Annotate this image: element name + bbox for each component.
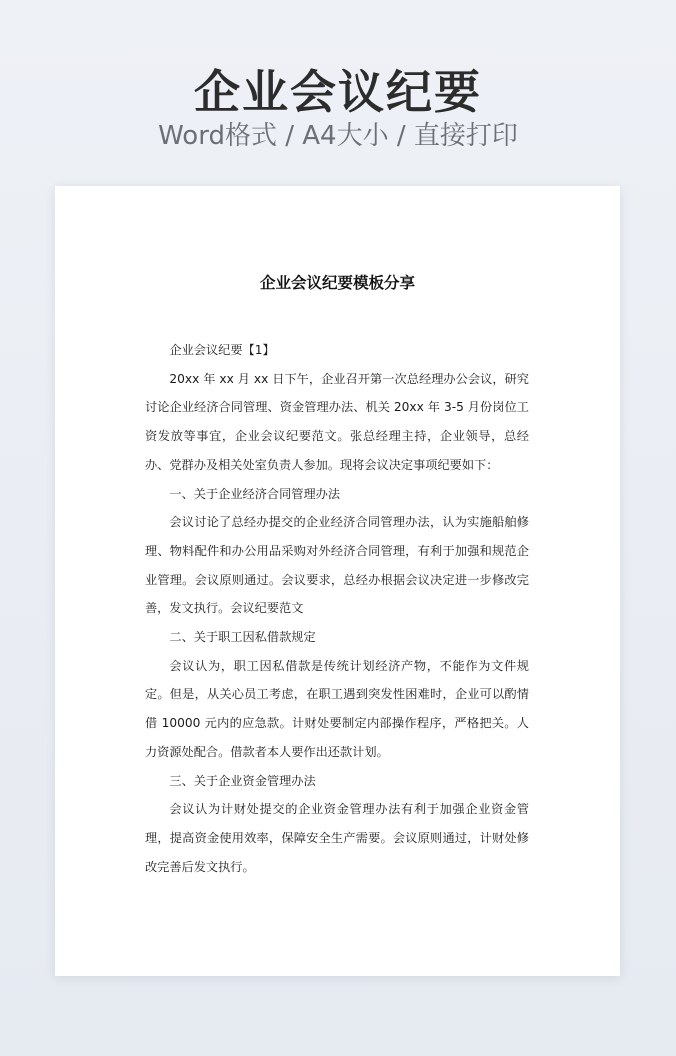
section-heading: 一、关于企业经济合同管理办法 [169,486,341,501]
hero-title: 企业会议纪要 [194,65,482,119]
section-heading: 企业会议纪要【1】 [169,343,275,357]
document-body [145,336,529,881]
body-paragraph: 20xx 年 xx 月 xx 日下午，企业召开第一次总经理办公会议，研究讨论企业经济合同管理、资金管理办法、机关 20xx 年 3-5 月份岗位工资发放等事宜，企业会议纪要范文。张总经理主持，企业领导，总经办、党群办及相关处室负责人参加。现将会议决定事项纪要如下： [145,371,529,472]
document-page [55,186,620,976]
hero-subtitle: Word格式 / A4大小 / 直接打印 [158,121,518,151]
body-paragraph: 会议认为，职工因私借款是传统计划经济产物，不能作为文件规定。但是，从关心员工考虑，在职工遇到突发性困难时，企业可以酌情借 10000 元内的应急款。计财处要制定内部操作程序，严格把关。人力资源处配合。借款者本人要作出还款计划。 [145,658,529,759]
section-heading: 三、关于企业资金管理办法 [169,773,316,788]
body-paragraph: 会议讨论了总经办提交的企业经济合同管理办法，认为实施船舶修理、物料配件和办公用品采购对外经济合同管理，有利于加强和规范企业管理。会议原则通过。会议要求，总经办根据会议决定进一步修改完善，发文执行。会议纪要范文 [145,515,529,616]
body-paragraph: 会议认为计财处提交的企业资金管理办法有利于加强企业资金管理，提高资金使用效率，保障安全生产需要。会议原则通过，计财处修改完善后发文执行。 [145,802,529,874]
section-heading: 二、关于职工因私借款规定 [169,630,316,645]
document-title: 企业会议纪要模板分享 [259,274,415,292]
